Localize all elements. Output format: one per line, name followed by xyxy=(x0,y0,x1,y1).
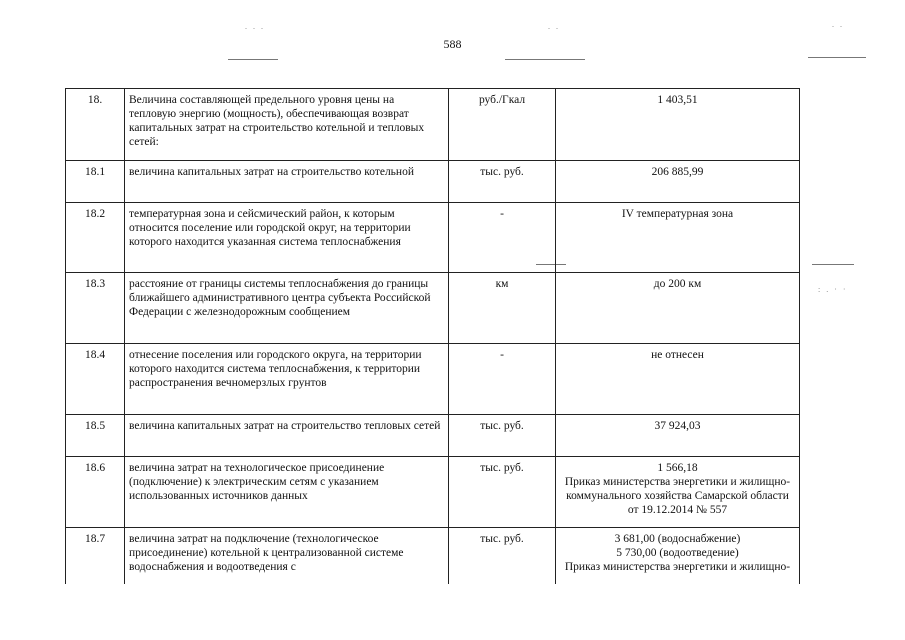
scan-artifact xyxy=(505,59,585,60)
row-number: 18.6 xyxy=(66,457,125,528)
row-value xyxy=(556,203,800,273)
row-value xyxy=(556,273,800,344)
row-number: 18.1 xyxy=(66,161,125,203)
row-description: Величина составляющей предельного уровня цены на тепловую энергию (мощность), обеспечивающая возврат капитальных затрат на строительство котельной и тепловых сетей: xyxy=(125,89,449,161)
row-value xyxy=(556,89,800,161)
row-value xyxy=(556,457,800,528)
row-number: 18. xyxy=(66,89,125,161)
scan-artifact: : . · · xyxy=(818,285,848,294)
table-row xyxy=(66,457,800,528)
row-unit: тыс. руб. xyxy=(449,415,556,457)
row-number: 18.2 xyxy=(66,203,125,273)
tariff-parameters-table xyxy=(65,88,800,584)
row-value xyxy=(556,161,800,203)
row-unit: - xyxy=(449,203,556,273)
value-line: до 200 км xyxy=(653,278,702,290)
row-value xyxy=(556,344,800,415)
row-unit: тыс. руб. xyxy=(449,161,556,203)
value-line: не отнесен xyxy=(651,349,704,361)
table-row xyxy=(66,528,800,584)
row-unit: тыс. руб. xyxy=(449,528,556,584)
table-row xyxy=(66,161,800,203)
value-line: 206 885,99 xyxy=(651,166,704,178)
table-row xyxy=(66,89,800,161)
row-description: величина капитальных затрат на строительство котельной xyxy=(125,161,449,203)
row-description: отнесение поселения или городского округа, на территории которого находится система теплоснабжения, к территории распространения вечномерзлых грунтов xyxy=(125,344,449,415)
scan-artifact xyxy=(812,264,854,265)
row-description: расстояние от границы системы теплоснабжения до границы ближайшего административного центра субъекта Российской Федерации с железнодорожным сообщением xyxy=(125,273,449,344)
page-number: 588 xyxy=(443,37,462,51)
value-source-line: Приказ министерства энергетики и жилищно-коммунального хозяйства Самарской области от 19.12.2014 № 557 xyxy=(564,476,791,516)
value-line: 3 681,00 (водоснабжение) xyxy=(614,533,741,545)
value-line: 5 730,00 (водоотведение) xyxy=(616,547,739,559)
row-description: величина затрат на технологическое присоединение (подключение) к электрическим сетям с указанием использованных источников данных xyxy=(125,457,449,528)
row-description: величина затрат на подключение (технологическое присоединение) котельной к централизованной системе водоснабжения и водоотведения с xyxy=(125,528,449,584)
row-unit: - xyxy=(449,344,556,415)
row-number: 18.7 xyxy=(66,528,125,584)
table-row xyxy=(66,344,800,415)
row-value xyxy=(556,415,800,457)
row-description: величина капитальных затрат на строительство тепловых сетей xyxy=(125,415,449,457)
scan-artifact: . . xyxy=(548,22,560,31)
row-value xyxy=(556,528,800,584)
table-row xyxy=(66,203,800,273)
row-unit: км xyxy=(449,273,556,344)
scan-artifact: . . . xyxy=(245,22,265,31)
row-number: 18.3 xyxy=(66,273,125,344)
row-description: температурная зона и сейсмический район, к которым относится поселение или городской округ, на территории которого находится указанная система теплоснабжения xyxy=(125,203,449,273)
row-unit: тыс. руб. xyxy=(449,457,556,528)
value-line: IV температурная зона xyxy=(621,208,734,220)
scan-artifact xyxy=(808,57,866,58)
value-line: 1 403,51 xyxy=(657,94,698,106)
scan-artifact xyxy=(228,59,278,60)
value-source-line: Приказ министерства энергетики и жилищно- xyxy=(564,561,791,573)
value-line: 37 924,03 xyxy=(654,420,701,432)
row-number: 18.5 xyxy=(66,415,125,457)
value-line: 1 566,18 xyxy=(657,462,698,474)
scan-artifact: . . xyxy=(832,20,844,29)
table-row xyxy=(66,415,800,457)
table-row xyxy=(66,273,800,344)
row-number: 18.4 xyxy=(66,344,125,415)
row-unit: руб./Гкал xyxy=(449,89,556,161)
